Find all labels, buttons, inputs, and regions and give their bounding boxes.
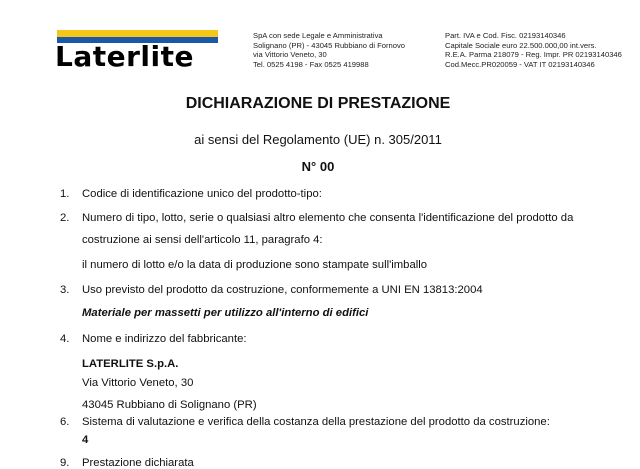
item-number: 3.	[60, 284, 70, 296]
header-company-info	[253, 31, 405, 69]
item-answer: Materiale per massetti per utilizzo all'interno di edifici	[82, 307, 369, 319]
item-number: 9.	[60, 457, 70, 469]
item-text: Sistema di valutazione e verifica della costanza della prestazione del prodotto da costruzione:	[82, 416, 550, 428]
header-line: SpA con sede Legale e Amministrativa	[253, 31, 383, 40]
header-line: Capitale Sociale euro 22.500.000,00 int.vers.	[445, 40, 597, 50]
item-number: 6.	[60, 416, 70, 428]
document-number: N° 00	[301, 159, 335, 174]
header-line: Tel. 0525 4198 - Fax 0525 419988	[253, 59, 369, 69]
item-text: Numero di tipo, lotto, serie o qualsiasi altro elemento che consenta l'identificazione del prodotto da	[82, 212, 574, 224]
header-line: via Vittorio Veneto, 30	[253, 50, 327, 59]
document-title: DICHIARAZIONE DI PRESTAZIONE	[185, 95, 451, 112]
item-text: costruzione ai sensi dell'articolo 11, paragrafo 4:	[82, 234, 323, 246]
company-logo: Laterlite	[55, 40, 194, 73]
header-line: R.E.A. Parma 218079 - Reg. Impr. PR 02193140346	[445, 50, 622, 59]
logo-yellow-bar	[57, 30, 218, 37]
item-text: Uso previsto del prodotto da costruzione, conformemente a UNI EN 13813:2004	[82, 284, 483, 296]
manufacturer-city: 43045 Rubbiano di Solignano (PR)	[82, 399, 257, 411]
item-answer: 4	[82, 434, 89, 446]
item-text: Codice di identificazione unico del prodotto-tipo:	[82, 188, 322, 200]
item-text: Nome e indirizzo del fabbricante:	[82, 333, 247, 345]
item-number: 1.	[60, 188, 70, 200]
manufacturer-address: Via Vittorio Veneto, 30	[82, 377, 194, 389]
item-text: Prestazione dichiarata	[82, 457, 194, 469]
header-legal-info	[445, 31, 622, 69]
item-number: 4.	[60, 333, 70, 345]
item-number: 2.	[60, 212, 70, 224]
item-answer: il numero di lotto e/o la data di produzione sono stampate sull'imballo	[82, 259, 428, 271]
manufacturer-name: LATERLITE S.p.A.	[82, 358, 179, 370]
header-line: Cod.Mecc.PR020059 - VAT IT 02193140346	[445, 59, 595, 69]
header-line: Part. IVA e Cod. Fisc. 02193140346	[445, 31, 566, 40]
document-subtitle: ai sensi del Regolamento (UE) n. 305/2011	[194, 132, 442, 147]
header-line: Solignano (PR) - 43045 Rubbiano di Fornovo	[253, 40, 405, 50]
